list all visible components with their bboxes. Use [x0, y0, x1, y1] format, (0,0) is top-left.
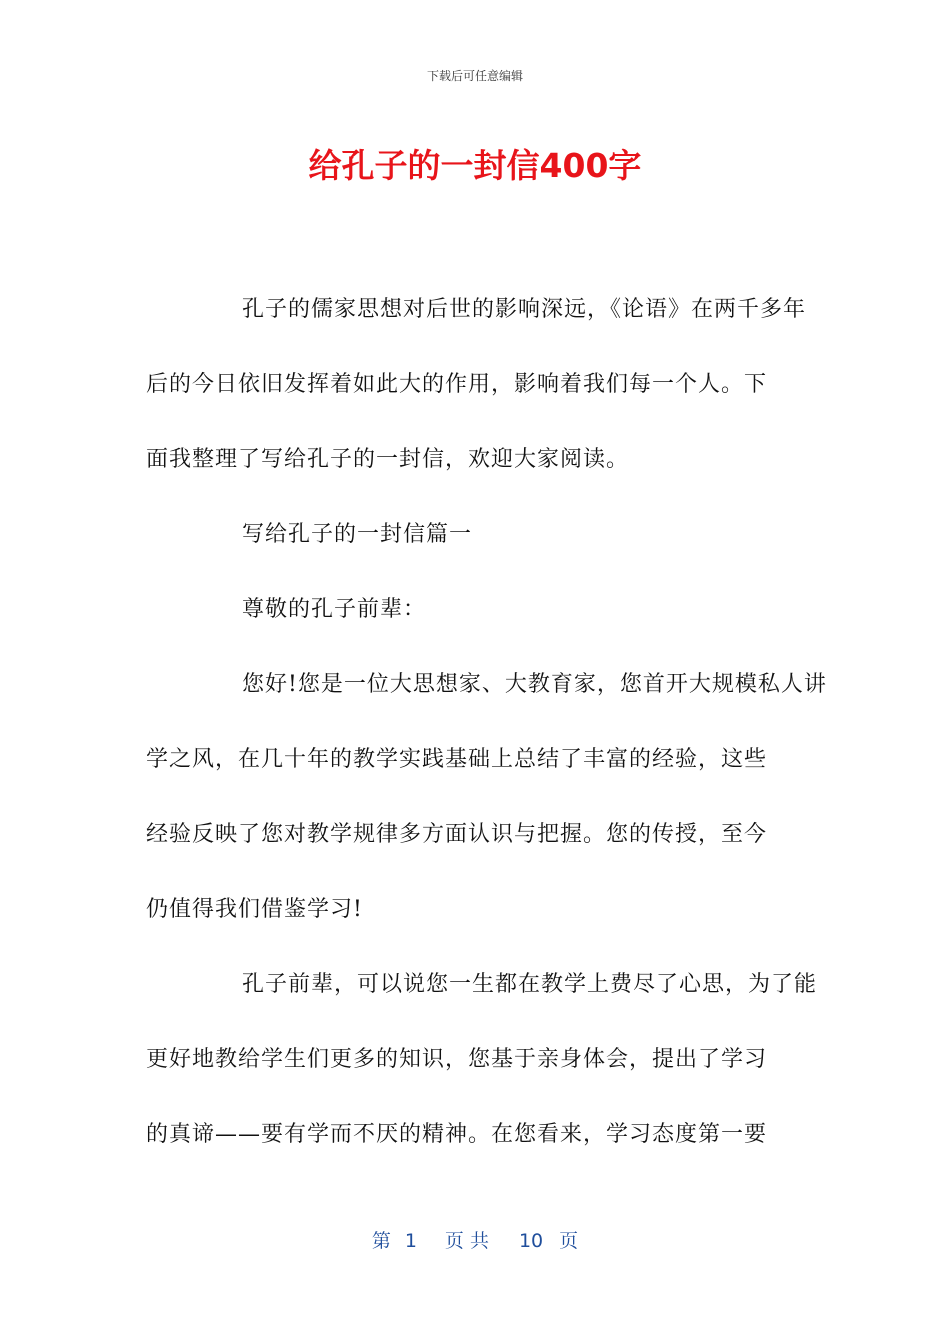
- text-line: 尊敬的孔子前辈：: [242, 597, 427, 622]
- footer-page-prefix: 第: [371, 1230, 391, 1252]
- text-line: 后的今日依旧发挥着如此大的作用，影响着我们每一个人。下: [146, 372, 768, 397]
- header-note: 下载后可任意编辑: [426, 69, 523, 83]
- text-line: 仍值得我们借鉴学习!: [146, 897, 363, 922]
- text-line: 面我整理了写给孔子的一封信，欢迎大家阅读。: [146, 447, 630, 472]
- text-line: 的真谛——要有学而不厌的精神。在您看来，学习态度第一要: [146, 1122, 768, 1147]
- footer-page-number: 1: [404, 1230, 417, 1252]
- document-title: 给孔子的一封信400字: [308, 146, 642, 185]
- text-line: 孔子前辈，可以说您一生都在教学上费尽了心思，为了能: [242, 972, 818, 997]
- salutation: [146, 572, 806, 647]
- text-line: 写给孔子的一封信篇一: [242, 522, 473, 547]
- footer-total-pages: 10: [518, 1230, 544, 1252]
- section-heading: [146, 497, 806, 572]
- text-line: 您好!您是一位大思想家、大教育家，您首开大规模私人讲: [242, 672, 827, 697]
- paragraph-intro: [146, 272, 806, 497]
- footer-page-suffix: 页: [559, 1230, 579, 1252]
- page-footer: [0, 1226, 950, 1253]
- footer-page-mid: 页 共: [444, 1230, 489, 1252]
- text-line: 学之风，在几十年的教学实践基础上总结了丰富的经验，这些: [146, 747, 768, 772]
- document-body: [146, 272, 827, 1172]
- paragraph-greeting: [146, 647, 827, 947]
- paragraph-teaching: [146, 947, 818, 1172]
- text-line: 孔子的儒家思想对后世的影响深远，《论语》在两千多年: [242, 297, 807, 322]
- text-line: 经验反映了您对教学规律多方面认识与把握。您的传授，至今: [146, 822, 768, 847]
- text-line: 更好地教给学生们更多的知识，您基于亲身体会，提出了学习: [146, 1047, 768, 1072]
